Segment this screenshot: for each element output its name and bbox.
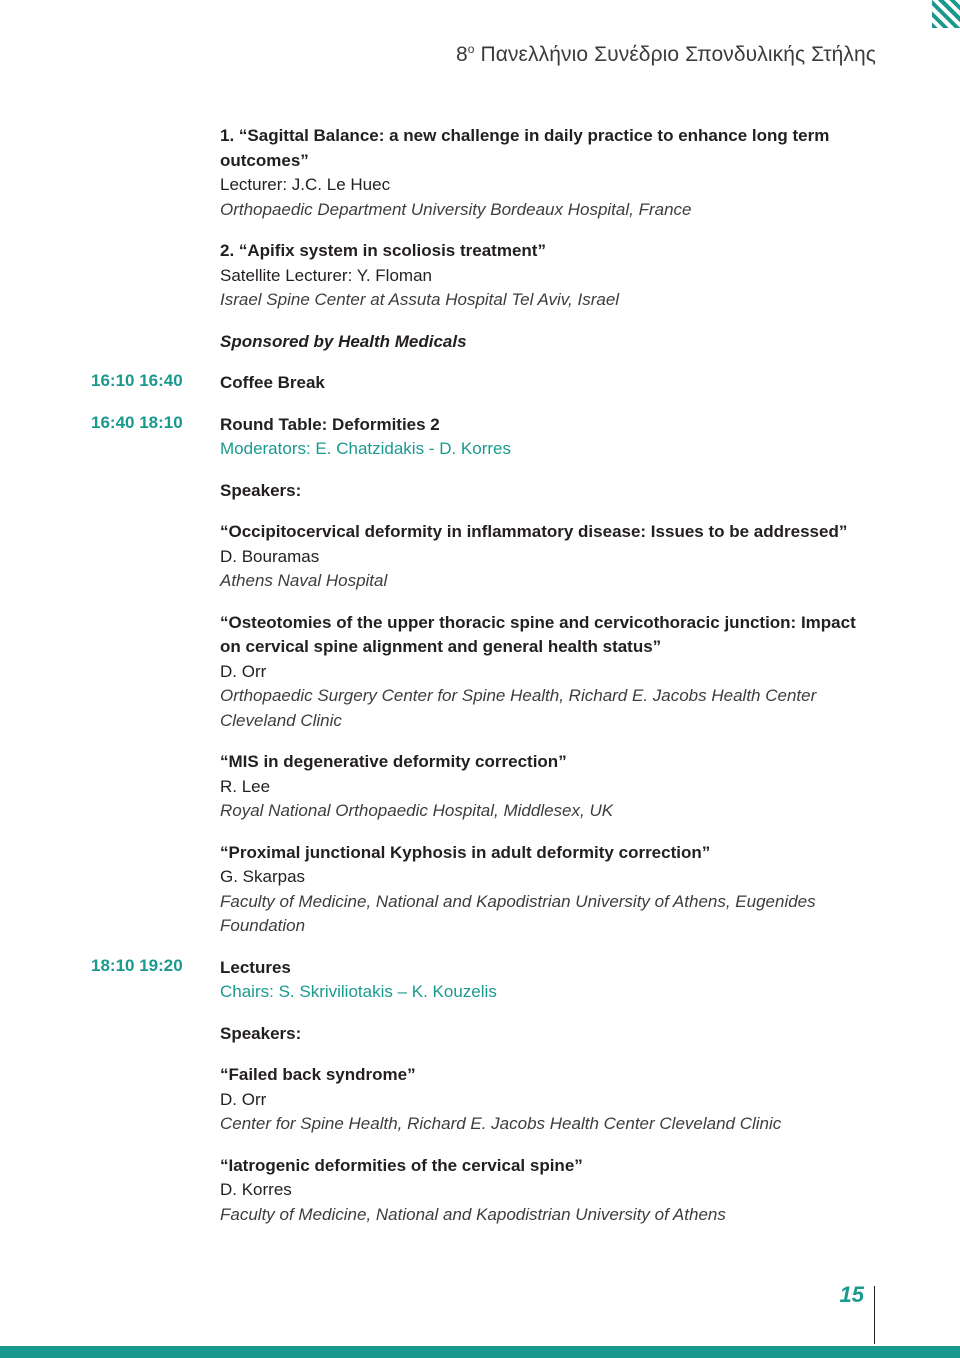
talk-title: “Occipitocervical deformity in inflammatory disease: Issues to be addressed” [220, 522, 848, 541]
talk-item [220, 1063, 880, 1137]
moderators: Moderators: E. Chatzidakis - D. Korres [220, 439, 511, 458]
talk-affiliation: Faculty of Medicine, National and Kapodistrian University of Athens [220, 1204, 726, 1224]
chairs: Chairs: S. Skriviliotakis – K. Kouzelis [220, 982, 497, 1001]
talk-title: “MIS in degenerative deformity correction” [220, 752, 567, 771]
affiliation: Orthopaedic Department University Bordeaux Hospital, France [220, 199, 692, 219]
lectures-session-row [0, 956, 960, 1228]
round-table-row [0, 413, 960, 939]
lecture-title: 2. “Apifix system in scoliosis treatment” [220, 241, 546, 260]
talk-speaker: R. Lee [220, 776, 271, 796]
talk-item [220, 841, 880, 939]
speakers-label: Speakers: [220, 480, 302, 500]
session-title: Coffee Break [220, 373, 325, 392]
talk-speaker: G. Skarpas [220, 867, 306, 886]
lecture-title: 1. “Sagittal Balance: a new challenge in daily practice to enhance long term outcomes” [220, 126, 830, 170]
talk-affiliation: Royal National Orthopaedic Hospital, Middlesex, UK [220, 801, 614, 820]
talk-affiliation: Orthopaedic Surgery Center for Spine Health, Richard E. Jacobs Health Center Cleveland Clinic [220, 686, 817, 730]
talk-title: “Iatrogenic deformities of the cervical spine” [220, 1155, 583, 1175]
session-time: 16:40 18:10 [91, 412, 183, 432]
talk-affiliation: Athens Naval Hospital [220, 571, 388, 590]
header-text: Πανελλήνιο Συνέδριο Σπονδυλικής Στήλης [480, 43, 876, 66]
talk-title: “Proximal junctional Kyphosis in adult deformity correction” [220, 842, 711, 862]
sponsor-note: Sponsored by Health Medicals [220, 331, 467, 351]
affiliation: Israel Spine Center at Assuta Hospital Tel Aviv, Israel [220, 290, 620, 309]
lecture-item-1 [0, 124, 960, 222]
talk-item [220, 1154, 880, 1228]
talk-item [220, 611, 880, 734]
corner-stripe-decoration [932, 0, 960, 28]
coffee-break-row [0, 371, 960, 396]
talk-affiliation: Center for Spine Health, Richard E. Jacobs Health Center Cleveland Clinic [220, 1114, 782, 1133]
speakers-label: Speakers: [220, 1023, 302, 1043]
lecture-item-2 [0, 239, 960, 313]
running-header [456, 42, 876, 67]
talk-item [220, 520, 880, 594]
page-number-divider [874, 1286, 875, 1344]
talk-speaker: D. Orr [220, 1089, 267, 1109]
lecturer: Satellite Lecturer: Y. Floman [220, 265, 432, 285]
page-number: 15 [839, 1282, 864, 1307]
talk-title: “Failed back syndrome” [220, 1065, 416, 1084]
session-time: 18:10 19:20 [91, 955, 183, 975]
sponsor-row [0, 330, 960, 355]
talk-affiliation: Faculty of Medicine, National and Kapodistrian University of Athens, Eugenides Foundation [220, 891, 816, 935]
session-title: Round Table: Deformities 2 [220, 414, 440, 434]
header-superscript: ο [467, 42, 475, 56]
session-title: Lectures [220, 957, 291, 977]
talk-title: “Osteotomies of the upper thoracic spine and cervicothoracic junction: Impact on cervical spine alignment and general health status” [220, 612, 856, 656]
session-time: 16:10 16:40 [91, 371, 183, 390]
talk-speaker: D. Bouramas [220, 546, 320, 566]
header-number: 8 [455, 43, 468, 66]
programme-content [0, 124, 960, 1227]
talk-speaker: D. Korres [220, 1180, 292, 1199]
lecturer: Lecturer: J.C. Le Huec [220, 175, 391, 194]
talk-speaker: D. Orr [220, 661, 267, 681]
talk-item [220, 750, 880, 824]
footer-bar [0, 1346, 960, 1358]
